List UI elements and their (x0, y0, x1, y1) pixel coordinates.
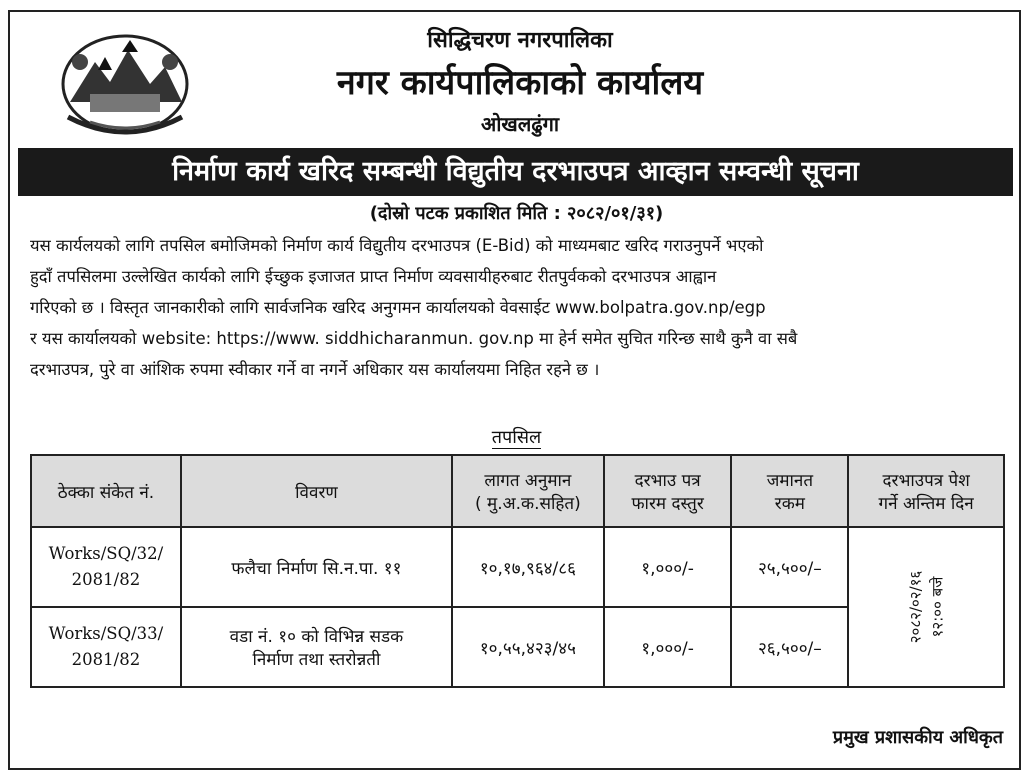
header-cost-estimate: लागत अनुमान ( मु.अ.क.सहित) (452, 455, 604, 527)
deadline-date: २०८२/०२/१६ (906, 570, 925, 644)
header-description: विवरण (181, 455, 452, 527)
form-fee: १,०००/- (604, 607, 732, 687)
header-deadline: दरभाउपत्र पेश गर्ने अन्तिम दिन (848, 455, 1004, 527)
form-fee: १,०००/- (604, 527, 732, 607)
office-location: ओखलढुंगा (480, 112, 560, 136)
municipality-name: सिद्धिचरण नगरपालिका (427, 28, 613, 53)
security-amount: २५,५००/– (731, 527, 848, 607)
body-line: दरभाउपत्र, पुरे वा आंशिक रुपमा स्वीकार गर्ने वा नगर्ने अधिकार यस कार्यालयमा निहित रहने छ । (30, 360, 600, 379)
schedule-heading (0, 425, 1033, 449)
cost-estimate: १०,१७,९६४/८६ (452, 527, 604, 607)
deadline-time: १२:०० बजे (928, 576, 947, 638)
notice-body (30, 230, 1005, 385)
work-description: फलैचा निर्माण सि.न.पा. ११ (181, 527, 452, 607)
notice-title: निर्माण कार्य खरिद सम्बन्धी विद्युतीय दरभाउपत्र आव्हान सम्वन्धी सूचना (18, 148, 1013, 196)
body-line: र यस कार्यालयको website: https://www. siddhicharanmun. gov.np मा हेर्न समेत सुचित गरिन्छ साथै कुनै वा सबै (30, 329, 798, 348)
publication-date: (दोस्रो पटक प्रकाशित मिति : २०८२/०१/३१) (369, 203, 664, 224)
body-line: हुदाँ तपसिलमा उल्लेखित कार्यको लागि ईच्छुक इजाजत प्राप्त निर्माण व्यवसायीहरुबाट रीतपुर्वकको दरभाउपत्र आह्वान (30, 267, 717, 286)
header-form-fee: दरभाउ पत्र फारम दस्तुर (604, 455, 732, 527)
work-description: वडा नं. १० को विभिन्न सडक निर्माण तथा स्तरोन्नती (181, 607, 452, 687)
table-header-row (31, 455, 1004, 527)
cost-estimate: १०,५५,४२३/४५ (452, 607, 604, 687)
tender-table (30, 454, 1005, 688)
security-amount: २६,५००/– (731, 607, 848, 687)
table-row (31, 527, 1004, 607)
header-contract-code: ठेक्का संकेत नं. (31, 455, 181, 527)
signatory-title: प्रमुख प्रशासकीय अधिकृत (832, 727, 1003, 748)
submission-deadline (848, 527, 1004, 687)
contract-code: Works/SQ/32/ 2081/82 (31, 527, 181, 607)
contract-code: Works/SQ/33/ 2081/82 (31, 607, 181, 687)
schedule-label: तपसिल (491, 427, 542, 448)
office-name: नगर कार्यपालिकाको कार्यालय (336, 63, 704, 103)
body-line: यस कार्यलयको लागि तपसिल बमोजिमको निर्माण कार्य विद्युतीय दरभाउपत्र (E-Bid) को माध्यमबाट खरिद गराउनुपर्ने भएको (30, 236, 764, 255)
nepal-emblem-icon (50, 22, 200, 142)
header-security-amount: जमानत रकम (731, 455, 848, 527)
body-line: गरिएको छ । विस्तृत जानकारीको लागि सार्वजनिक खरिद अनुगमन कार्यालयको वेवसाईट www.bolpatra.gov.np/egp (30, 298, 766, 317)
